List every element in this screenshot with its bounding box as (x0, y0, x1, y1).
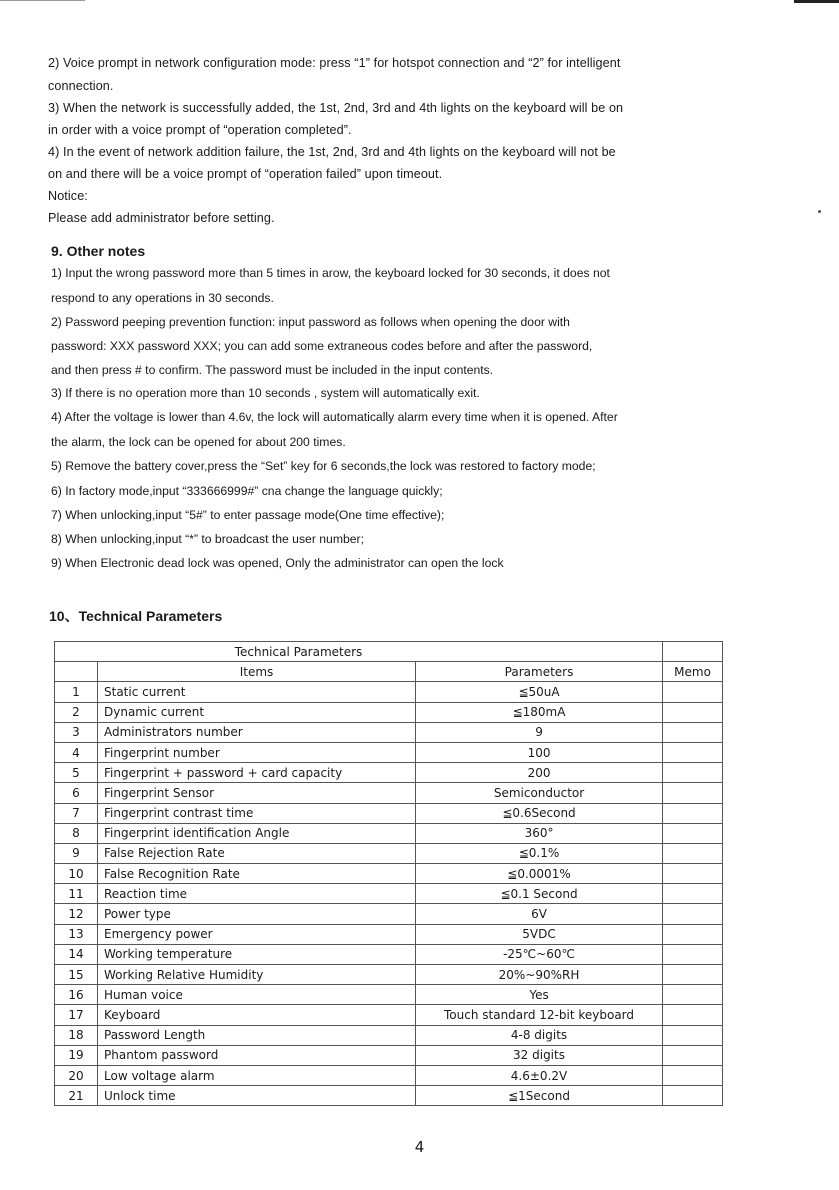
row-item: Fingerprint number (98, 742, 416, 762)
row-memo (663, 682, 723, 702)
notice-label: Notice: (48, 189, 88, 203)
table-row (55, 985, 723, 1005)
table-row (55, 823, 723, 843)
table-row (55, 1025, 723, 1045)
row-memo (663, 742, 723, 762)
row-memo (663, 803, 723, 823)
row-parameter: 4.6±0.2V (416, 1065, 663, 1085)
row-item: Fingerprint identification Angle (98, 823, 416, 843)
header-memo: Memo (663, 662, 723, 682)
row-parameter: 4-8 digits (416, 1025, 663, 1045)
note-line: and then press # to confirm. The password must be included in the input contents. (51, 363, 494, 377)
row-item: Fingerprint + password + card capacity (98, 763, 416, 783)
note-line: 7) When unlocking,input “5#” to enter passage mode(One time effective); (51, 508, 445, 522)
row-item: False Rejection Rate (98, 843, 416, 863)
row-memo (663, 702, 723, 722)
row-parameter: ≦0.1% (416, 843, 663, 863)
table-row (55, 742, 723, 762)
table-title-row (55, 642, 723, 662)
row-item: Unlock time (98, 1086, 416, 1106)
row-item: Fingerprint Sensor (98, 783, 416, 803)
table-row (55, 924, 723, 944)
row-parameter: ≦0.0001% (416, 864, 663, 884)
row-memo (663, 884, 723, 904)
table-row (55, 722, 723, 742)
table-row (55, 702, 723, 722)
row-memo (663, 823, 723, 843)
row-parameter: 100 (416, 742, 663, 762)
row-number: 2 (55, 702, 98, 722)
row-memo (663, 864, 723, 884)
row-memo (663, 1045, 723, 1065)
row-item: Phantom password (98, 1045, 416, 1065)
note-line: 8) When unlocking,input “*” to broadcast the user number; (51, 532, 364, 546)
row-parameter: ≦180mA (416, 702, 663, 722)
scan-speck (818, 210, 821, 213)
scan-edge-bar (794, 0, 839, 3)
row-number: 5 (55, 763, 98, 783)
row-item: Dynamic current (98, 702, 416, 722)
row-parameter: ≦0.6Second (416, 803, 663, 823)
note-line: 9) When Electronic dead lock was opened, Only the administrator can open the lock (51, 556, 504, 570)
table-row (55, 884, 723, 904)
row-parameter: 9 (416, 722, 663, 742)
row-memo (663, 1025, 723, 1045)
row-memo (663, 985, 723, 1005)
row-item: Emergency power (98, 924, 416, 944)
row-parameter: 360° (416, 823, 663, 843)
row-item: False Recognition Rate (98, 864, 416, 884)
row-parameter: 32 digits (416, 1045, 663, 1065)
intro-line: in order with a voice prompt of “operation completed”. (48, 123, 352, 137)
row-memo (663, 843, 723, 863)
row-number: 3 (55, 722, 98, 742)
row-parameter: Semiconductor (416, 783, 663, 803)
row-memo (663, 1086, 723, 1106)
row-number: 19 (55, 1045, 98, 1065)
row-parameter: 20%~90%RH (416, 965, 663, 985)
row-number: 8 (55, 823, 98, 843)
table-row (55, 944, 723, 964)
row-memo (663, 944, 723, 964)
row-number: 4 (55, 742, 98, 762)
row-item: Working temperature (98, 944, 416, 964)
row-item: Reaction time (98, 884, 416, 904)
row-item: Fingerprint contrast time (98, 803, 416, 823)
row-parameter: ≦0.1 Second (416, 884, 663, 904)
header-parameters: Parameters (416, 662, 663, 682)
row-number: 20 (55, 1065, 98, 1085)
notice-text: Please add administrator before setting. (48, 211, 275, 225)
scan-edge-line (0, 0, 85, 1)
table-row (55, 763, 723, 783)
intro-line: connection. (48, 79, 114, 93)
row-item: Working Relative Humidity (98, 965, 416, 985)
table-header-row (55, 662, 723, 682)
row-memo (663, 924, 723, 944)
table-row (55, 783, 723, 803)
table-row (55, 864, 723, 884)
intro-line: 3) When the network is successfully added, the 1st, 2nd, 3rd and 4th lights on the keyboard will be on (48, 101, 624, 115)
row-memo (663, 722, 723, 742)
header-no (55, 662, 98, 682)
row-number: 13 (55, 924, 98, 944)
row-parameter: 200 (416, 763, 663, 783)
row-number: 14 (55, 944, 98, 964)
row-item: Administrators number (98, 722, 416, 742)
row-number: 16 (55, 985, 98, 1005)
note-line: 1) Input the wrong password more than 5 times in arow, the keyboard locked for 30 seconds, it does not (51, 266, 610, 280)
note-line: 5) Remove the battery cover,press the “Set” key for 6 seconds,the lock was restored to factory mode; (51, 459, 596, 473)
row-number: 6 (55, 783, 98, 803)
table-title-blank (663, 642, 723, 662)
row-number: 10 (55, 864, 98, 884)
intro-line: 4) In the event of network addition failure, the 1st, 2nd, 3rd and 4th lights on the keyboard will not be (48, 145, 616, 159)
section-10-heading: 10、Technical Parameters (49, 608, 223, 624)
row-number: 21 (55, 1086, 98, 1106)
table-row (55, 682, 723, 702)
intro-line: on and there will be a voice prompt of “operation failed” upon timeout. (48, 167, 443, 181)
row-item: Human voice (98, 985, 416, 1005)
section-9-heading: 9. Other notes (51, 243, 146, 259)
row-memo (663, 904, 723, 924)
row-number: 12 (55, 904, 98, 924)
row-number: 9 (55, 843, 98, 863)
row-memo (663, 1065, 723, 1085)
row-number: 17 (55, 1005, 98, 1025)
page-number: 4 (414, 1138, 425, 1156)
table-row (55, 965, 723, 985)
row-parameter: 6V (416, 904, 663, 924)
table-row (55, 1086, 723, 1106)
row-memo (663, 965, 723, 985)
technical-parameters-table (54, 641, 723, 1106)
row-item: Low voltage alarm (98, 1065, 416, 1085)
note-line: the alarm, the lock can be opened for about 200 times. (51, 435, 346, 449)
note-line: respond to any operations in 30 seconds. (51, 291, 274, 305)
row-item: Static current (98, 682, 416, 702)
table-row (55, 1045, 723, 1065)
table-row (55, 904, 723, 924)
row-parameter: -25℃~60℃ (416, 944, 663, 964)
row-number: 1 (55, 682, 98, 702)
header-items: Items (98, 662, 416, 682)
row-item: Password Length (98, 1025, 416, 1045)
row-number: 11 (55, 884, 98, 904)
row-memo (663, 783, 723, 803)
table-row (55, 1065, 723, 1085)
note-line: 6) In factory mode,input “333666999#” cna change the language quickly; (51, 484, 443, 498)
row-parameter: ≦50uA (416, 682, 663, 702)
note-line: 3) If there is no operation more than 10 seconds , system will automatically exit. (51, 386, 480, 400)
table-row (55, 843, 723, 863)
table-body (55, 642, 723, 1106)
row-number: 15 (55, 965, 98, 985)
row-parameter: Yes (416, 985, 663, 1005)
row-parameter: Touch standard 12-bit keyboard (416, 1005, 663, 1025)
note-line: password: XXX password XXX; you can add some extraneous codes before and after the password, (51, 339, 593, 353)
row-item: Keyboard (98, 1005, 416, 1025)
note-line: 2) Password peeping prevention function: input password as follows when opening the door with (51, 315, 570, 329)
row-item: Power type (98, 904, 416, 924)
intro-line: 2) Voice prompt in network configuration mode: press “1” for hotspot connection and “2” for intelligent (48, 56, 621, 70)
row-parameter: 5VDC (416, 924, 663, 944)
row-parameter: ≦1Second (416, 1086, 663, 1106)
row-memo (663, 763, 723, 783)
table-row (55, 1005, 723, 1025)
row-number: 18 (55, 1025, 98, 1045)
note-line: 4) After the voltage is lower than 4.6v, the lock will automatically alarm every time when it is opened. After (51, 410, 618, 424)
table-row (55, 803, 723, 823)
row-number: 7 (55, 803, 98, 823)
row-memo (663, 1005, 723, 1025)
table-title: Technical Parameters (55, 642, 663, 662)
